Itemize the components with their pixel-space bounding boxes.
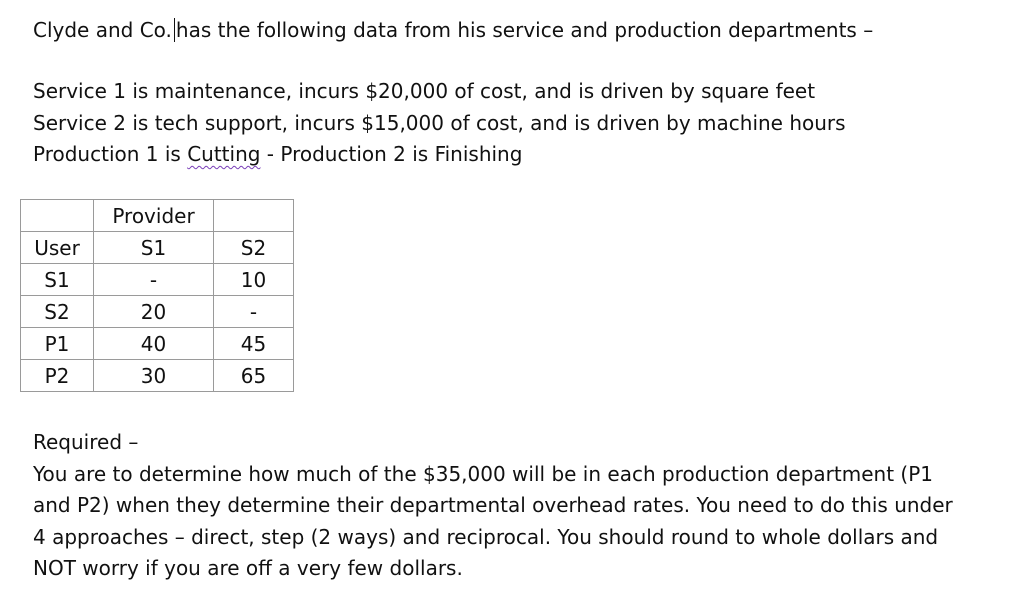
required-line: NOT worry if you are off a very few dollars. [33,556,463,580]
intro-text: has the following data from his service and production departments – [175,18,874,42]
table-column-row [21,232,294,264]
row-user: S2 [21,296,94,328]
production-prefix: Production 1 is [33,142,188,166]
row-user: S1 [21,264,94,296]
row-user: P2 [21,360,94,392]
row-s1-value: - [94,264,214,296]
header-blank-cell [21,200,94,232]
required-line: 4 approaches – direct, step (2 ways) and reciprocal. You should round to whole dollars and [33,524,939,549]
production-description [33,144,522,164]
row-s1-value: 20 [94,296,214,328]
production-suffix: - Production 2 is Finishing [260,142,523,166]
column-s2: S2 [214,232,294,264]
service-1-description: Service 1 is maintenance, incurs $20,000 of cost, and is driven by square feet [33,79,816,103]
row-s2-value: 10 [214,264,294,296]
company-name: Clyde and Co. [33,18,172,42]
row-s2-value: - [214,296,294,328]
table-row [21,296,294,328]
table-row [21,264,294,296]
required-section [33,427,1008,585]
row-user: P1 [21,328,94,360]
required-line: You are to determine how much of the $35,000 will be in each production department (P1 [33,461,933,486]
row-s2-value: 65 [214,360,294,392]
table-header-row [21,200,294,232]
intro-line [33,18,873,42]
required-heading: Required – [33,430,139,454]
text-cursor [174,18,175,42]
column-s1: S1 [94,232,214,264]
column-user: User [21,232,94,264]
row-s1-value: 40 [94,328,214,360]
row-s1-value: 30 [94,360,214,392]
table-row [21,328,294,360]
required-line: and P2) when they determine their departmental overhead rates. You need to do this under [33,493,953,517]
header-provider: Provider [94,200,214,232]
row-s2-value: 45 [214,328,294,360]
allocation-table [20,199,294,392]
spellcheck-flagged-word[interactable]: Cutting [187,142,261,166]
header-blank-cell-right [214,200,294,232]
table-row [21,360,294,392]
service-2-description: Service 2 is tech support, incurs $15,000 of cost, and is driven by machine hours [33,111,846,135]
